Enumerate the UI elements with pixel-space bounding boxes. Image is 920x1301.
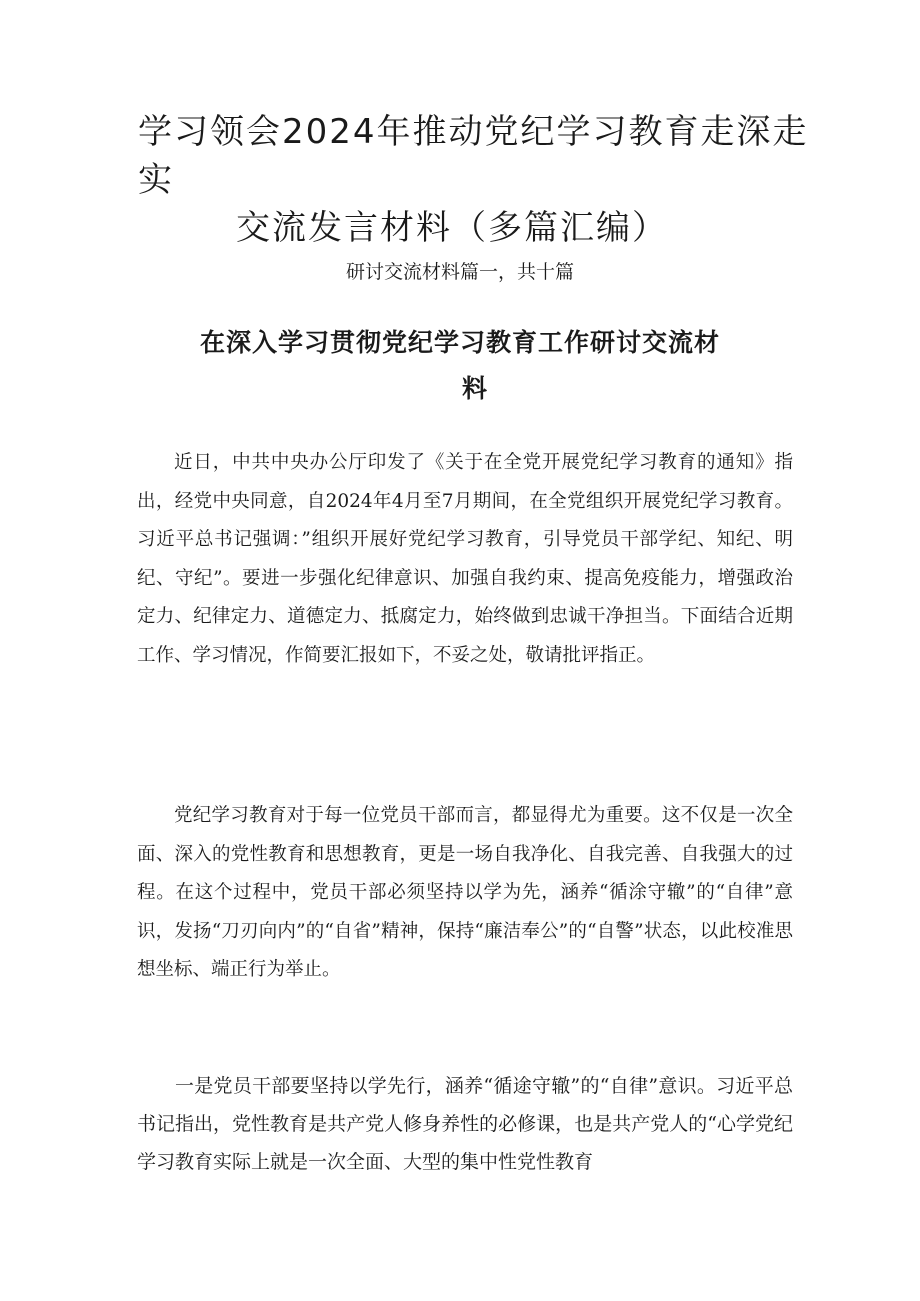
main-title <box>120 108 820 252</box>
article-title-line-2: 料 <box>461 374 488 403</box>
main-title-line-1: 学习领会2024年推动党纪学习教育走深走实 <box>138 112 809 200</box>
series-note: 研讨交流材料篇一，共十篇 <box>345 261 574 283</box>
paragraph-1: 近日，中共中央办公厅印发了《关于在全党开展党纪学习教育的通知》指出，经党中央同意，自2024年4月至7月期间，在全党组织开展党纪学习教育。习近平总书记强调：”组织开展好党纪学习教育，引导党员干部学纪、知纪、明纪、守纪”。要进一步强化纪律意识、加强自我约束、提高免疫能力，增强政治定力、纪律定力、道德定力、抵腐定力，始终做到忠诚干净担当。下面结合近期工作、学习情况，作简要汇报如下，不妥之处，敬请批评指正。 <box>137 452 793 666</box>
main-title-line-2: 交流发言材料（多篇汇编） <box>236 208 668 248</box>
article-title-line-1: 在深入学习贯彻党纪学习教育工作研讨交流材 <box>200 328 721 357</box>
paragraph-3: 一是党员干部要坚持以学先行，涵养“循途守辙”的“自律”意识。习近平总书记指出，党性教育是共产党人修身养性的必修课，也是共产党人的“心学党纪学习教育实际上就是一次全面、大型的集中性党性教育 <box>137 1075 793 1173</box>
paragraph-2: 党纪学习教育对于每一位党员干部而言，都显得尤为重要。这不仅是一次全面、深入的党性教育和思想教育，更是一场自我净化、自我完善、自我强大的过程。在这个过程中，党员干部必须坚持以学为先，涵养“循涂守辙”的“自律”意识，发扬“刀刃向内”的“自省”精神，保持“廉洁奉公”的“自警”状态，以此校准思想坐标、端正行为举止。 <box>137 805 793 981</box>
article-title <box>180 320 740 412</box>
